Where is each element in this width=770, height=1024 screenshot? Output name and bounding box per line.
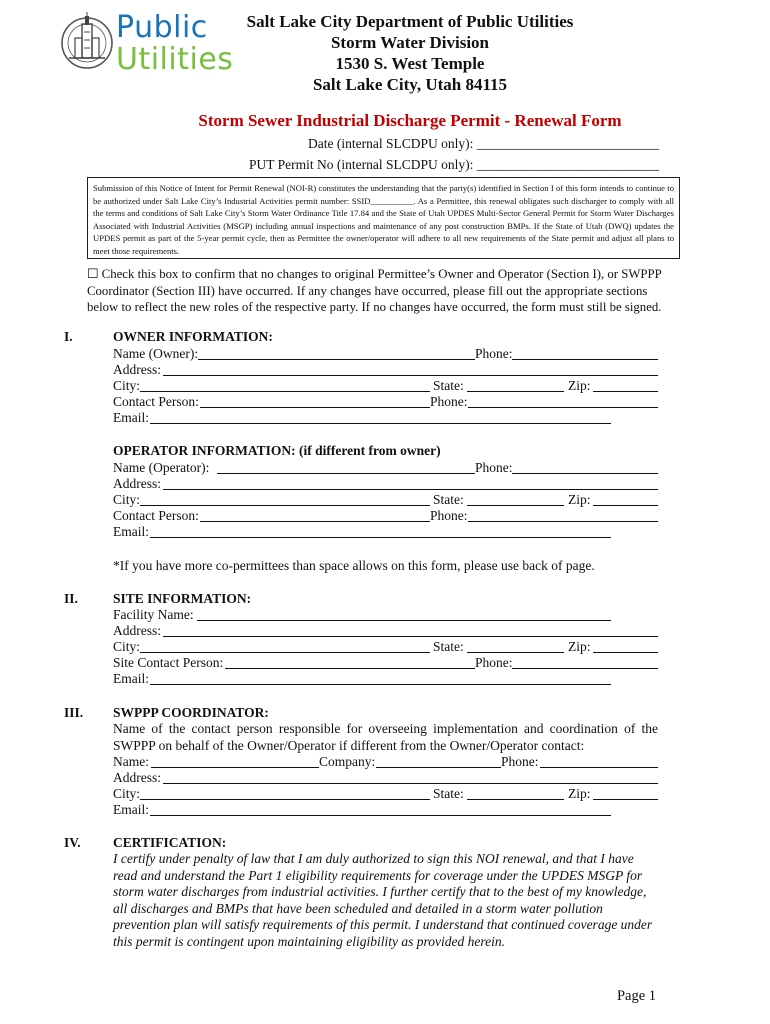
swppp-state-field[interactable] <box>467 799 564 800</box>
swppp-city-row <box>113 786 658 802</box>
site-zip-label: Zip: <box>568 639 591 654</box>
operator-email-label: Email: <box>113 524 149 539</box>
operator-name-label: Name (Operator): <box>113 460 210 475</box>
operator-address-row <box>113 476 658 492</box>
operator-zip-field[interactable] <box>593 505 658 506</box>
site-address-label: Address: <box>113 623 161 638</box>
section-number-2: II. <box>64 591 78 606</box>
operator-contact-phone-field[interactable] <box>468 521 658 522</box>
operator-contact-field[interactable] <box>200 521 430 522</box>
certification-text: I certify under penalty of law that I am duly authorized to sign this NOI renewal, and that I have read and understand the Part 1 eligibility requirements for coverage under the UPDES MSGP for storm water discharges from industrial activities. I further certify that to the best of my knowledge, all discharges and BMPs that have been scheduled and detailed in a storm water pollution prevention plan will satisfy requirements of this permit. I understand that continued coverage under this permit is contingent upon maintaining eligibility as provided herein. <box>113 851 653 949</box>
operator-contact-label: Contact Person: <box>113 508 199 523</box>
owner-section-title: OWNER INFORMATION: <box>113 329 273 344</box>
site-address-field[interactable] <box>163 636 658 637</box>
swppp-phone-label: Phone: <box>501 754 539 769</box>
swppp-email-label: Email: <box>113 802 149 817</box>
swppp-address-label: Address: <box>113 770 161 785</box>
operator-name-row <box>113 460 658 476</box>
swppp-address-field[interactable] <box>163 783 658 784</box>
copermittee-note: *If you have more co-permittees than space allows on this form, please use back of page. <box>113 558 595 573</box>
operator-address-label: Address: <box>113 476 161 491</box>
swppp-state-label: State: <box>433 786 464 801</box>
swppp-name-field[interactable] <box>151 767 319 768</box>
swppp-phone-field[interactable] <box>540 767 658 768</box>
header-city: Salt Lake City, Utah 84115 <box>312 75 508 94</box>
owner-city-field[interactable] <box>140 391 430 392</box>
facility-name-field[interactable] <box>197 620 611 621</box>
operator-city-field[interactable] <box>140 505 430 506</box>
owner-city-label: City: <box>113 378 141 393</box>
logo-word-utilities: Utilities <box>116 42 234 77</box>
swppp-address-row <box>113 770 658 786</box>
owner-contact-phone-field[interactable] <box>468 407 658 408</box>
header-street: 1530 S. West Temple <box>335 54 485 73</box>
site-city-label: City: <box>113 639 141 654</box>
operator-email-row <box>113 524 613 540</box>
operator-city-label: City: <box>113 492 141 507</box>
date-internal-field[interactable]: Date (internal SLCDPU only): ___________________________ <box>308 136 659 151</box>
site-phone-label: Phone: <box>475 655 513 670</box>
owner-email-row <box>113 410 613 426</box>
site-email-row <box>113 671 613 687</box>
owner-phone-label: Phone: <box>475 346 513 361</box>
site-email-field[interactable] <box>150 684 611 685</box>
site-email-label: Email: <box>113 671 149 686</box>
operator-phone-label: Phone: <box>475 460 513 475</box>
owner-address-field[interactable] <box>163 375 658 376</box>
site-city-row <box>113 639 658 655</box>
owner-contact-label: Contact Person: <box>113 394 199 409</box>
section-number-3: III. <box>64 705 84 720</box>
swppp-company-label: Company: <box>319 754 376 769</box>
swppp-section-title: SWPPP COORDINATOR: <box>113 705 269 720</box>
owner-address-row <box>113 362 658 378</box>
owner-contact-row <box>113 394 658 410</box>
operator-section-title: OPERATOR INFORMATION: (if different from owner) <box>113 443 441 458</box>
owner-name-row <box>113 346 658 362</box>
operator-zip-label: Zip: <box>568 492 591 507</box>
swppp-zip-field[interactable] <box>593 799 658 800</box>
header-department: Salt Lake City Department of Public Utilities <box>246 12 574 31</box>
site-section-title: SITE INFORMATION: <box>113 591 252 606</box>
operator-contact-row <box>113 508 658 524</box>
operator-state-field[interactable] <box>467 505 564 506</box>
permit-number-internal-field[interactable]: PUT Permit No (internal SLCDPU only): ___________________________ <box>249 157 659 172</box>
owner-city-row <box>113 378 658 394</box>
operator-city-row <box>113 492 658 508</box>
section-number-1: I. <box>64 329 73 344</box>
swppp-city-field[interactable] <box>140 799 430 800</box>
swppp-email-field[interactable] <box>150 815 611 816</box>
renewal-notice-box: Submission of this Notice of Intent for Permit Renewal (NOI-R) constitutes the understanding that the party(s) identified in Section I of this form intends to continue to be authorized under Salt Lake City’s Industrial Activities permit number: SSID__________. As a Permittee, this renewal obligates such discharger to comply with all the terms and conditions of Salt Lake City’s Storm Water Ordinance Title 17.84 and the State of Utah UPDES Multi-Sector General Permit for Storm Water Discharges Associated with Industrial Activities (MSGP) including annual inspections and maintenance of any post construction BMPs. If the State of Utah (DWQ) updates the UPDES permit as part of the 5-year permit cycle, then as Permittee the owner/operator will adhere to all new requirements of the State permit and adjust all plans to meet those requirements. <box>87 177 680 259</box>
owner-zip-label: Zip: <box>568 378 591 393</box>
swppp-city-label: City: <box>113 786 141 801</box>
certification-section-title: CERTIFICATION: <box>113 835 227 850</box>
owner-zip-field[interactable] <box>593 391 658 392</box>
operator-contact-phone-label: Phone: <box>430 508 468 523</box>
owner-contact-field[interactable] <box>200 407 430 408</box>
site-city-field[interactable] <box>140 652 430 653</box>
site-contact-field[interactable] <box>225 668 475 669</box>
facility-name-row <box>113 607 613 623</box>
logo-word-public: Public <box>116 10 208 45</box>
owner-name-field[interactable] <box>198 359 475 360</box>
operator-state-label: State: <box>433 492 464 507</box>
owner-address-label: Address: <box>113 362 161 377</box>
owner-email-label: Email: <box>113 410 149 425</box>
owner-contact-phone-label: Phone: <box>430 394 468 409</box>
swppp-name-label: Name: <box>113 754 149 769</box>
site-phone-field[interactable] <box>512 668 658 669</box>
operator-address-field[interactable] <box>163 489 658 490</box>
owner-phone-field[interactable] <box>512 359 658 360</box>
owner-state-label: State: <box>433 378 464 393</box>
no-changes-checkbox-statement[interactable]: ☐ Check this box to confirm that no changes to original Permittee’s Owner and Operator (Section I), or SWPPP Coordinator (Section III) have occurred. If any changes have occurred, please fill out the appropriate sections below to reflect the new roles of the respective party. If no changes have occurred, the form must still be signed. <box>87 267 662 314</box>
site-zip-field[interactable] <box>593 652 658 653</box>
section-number-4: IV. <box>64 835 81 850</box>
swppp-name-row <box>113 754 658 770</box>
owner-name-label: Name (Owner): <box>113 346 199 361</box>
header-division: Storm Water Division <box>330 33 490 52</box>
site-contact-row <box>113 655 658 671</box>
operator-phone-field[interactable] <box>512 473 658 474</box>
form-title: Storm Sewer Industrial Discharge Permit - Renewal Form <box>198 111 622 130</box>
site-state-field[interactable] <box>467 652 564 653</box>
swppp-email-row <box>113 802 613 818</box>
site-contact-label: Site Contact Person: <box>113 655 224 670</box>
swppp-company-field[interactable] <box>376 767 501 768</box>
operator-name-field[interactable] <box>217 473 475 474</box>
swppp-zip-label: Zip: <box>568 786 591 801</box>
swppp-description: Name of the contact person responsible for overseeing implementation and coordination of the SWPPP on behalf of the Owner/Operator if different from the Owner/Operator contact: <box>113 721 658 753</box>
operator-email-field[interactable] <box>150 537 611 538</box>
facility-name-label: Facility Name: <box>113 607 194 622</box>
city-seal-icon <box>60 10 116 74</box>
owner-state-field[interactable] <box>467 391 564 392</box>
site-state-label: State: <box>433 639 464 654</box>
owner-email-field[interactable] <box>150 423 611 424</box>
page-number: Page 1 <box>616 988 656 1004</box>
site-address-row <box>113 623 658 639</box>
